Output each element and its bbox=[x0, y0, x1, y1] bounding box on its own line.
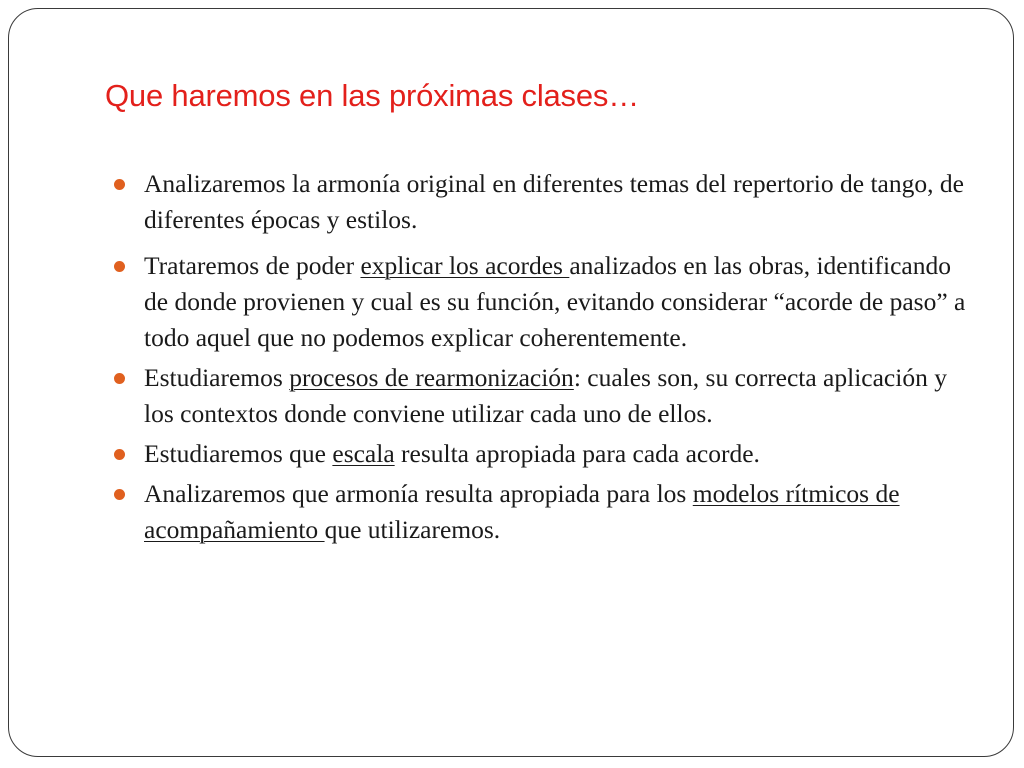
bullet-text: que utilizaremos. bbox=[324, 515, 501, 544]
bullet-text: : cuales son, su correcta aplicación y los contextos donde conviene utilizar cada uno de ellos. bbox=[144, 363, 947, 428]
bullet-text: resulta apropiada para cada acorde. bbox=[394, 439, 760, 468]
bullet-text: Analizaremos la armonía original en diferentes temas del repertorio de tango, de diferentes épocas y estilos. bbox=[144, 169, 964, 234]
bullet-text: Estudiaremos que bbox=[144, 439, 333, 468]
bullet-text: Trataremos de poder bbox=[144, 251, 361, 280]
bullet-underlined-text: escala bbox=[332, 439, 395, 468]
bullet-dot-icon bbox=[114, 373, 125, 384]
bullet-list bbox=[110, 166, 970, 558]
bullet-text: Estudiaremos bbox=[144, 363, 290, 392]
bullet-dot-icon bbox=[114, 179, 125, 190]
bullet-dot-icon bbox=[114, 489, 125, 500]
bullet-item-2 bbox=[110, 248, 970, 356]
bullet-text: analizados en las obras, identificando de donde provienen y cual es su función, evitando considerar “acorde de paso” a todo aquel que no podemos explicar coherentemente. bbox=[144, 251, 966, 352]
bullet-item-4 bbox=[110, 436, 970, 472]
bullet-text: Analizaremos que armonía resulta apropiada para los bbox=[144, 479, 693, 508]
bullet-item-1 bbox=[110, 166, 970, 238]
bullet-underlined-text: procesos de rearmonización bbox=[289, 363, 574, 392]
bullet-dot-icon bbox=[114, 449, 125, 460]
bullet-dot-icon bbox=[114, 261, 125, 272]
bullet-underlined-text: explicar los acordes bbox=[360, 251, 570, 280]
bullet-item-5 bbox=[110, 476, 970, 548]
bullet-underlined-text: modelos rítmicos de acompañamiento bbox=[144, 479, 900, 544]
slide-title: Que haremos en las próximas clases… bbox=[105, 78, 640, 113]
bullet-item-3 bbox=[110, 360, 970, 432]
